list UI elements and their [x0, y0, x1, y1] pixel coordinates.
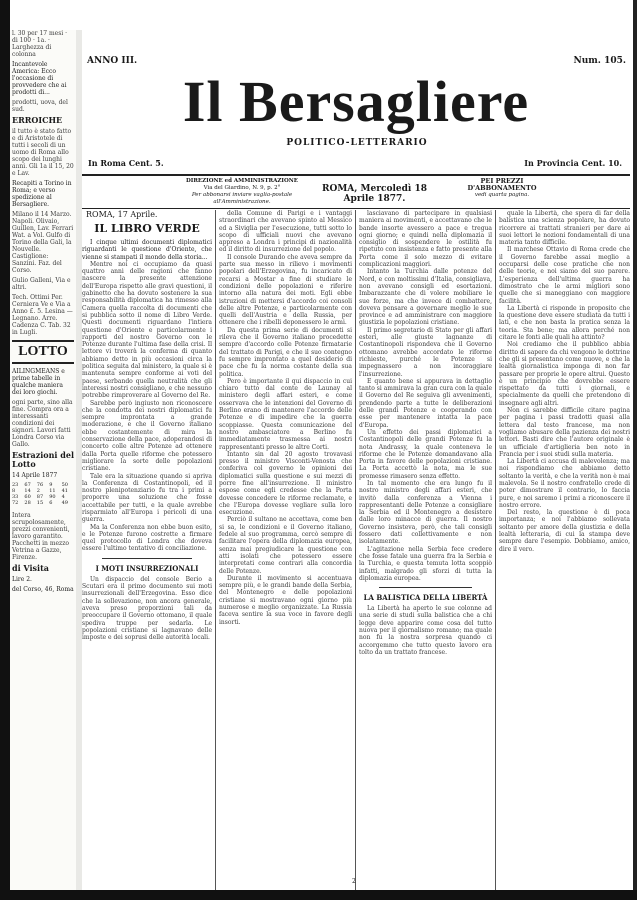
lotto-number: 8: [12, 488, 16, 494]
article-body-text: Il marchese Ottavio di Roma crede che il Governo farebbe assai meglio a occuparsi delle cose pratiche che non delle teorie, e noi siamo del suo parere. L'esperienza dell'ultima guerra ha dimostrato che le armi migliori sono quelle che si maneggiano con maggiore facilità.: [499, 246, 630, 305]
article-body-text: Perciò il sultano ne accettava, come ben si sa, le condizioni e il Governo italiano, fedele al suo programma, cercò sempre di facilitare l'opera della diplomazia europea, senza mai pregiudicare la questione con atti isolati che potessero essere interpretati come contrari alla concordia delle Potenze.: [219, 516, 352, 575]
prev-text-block: Milano il 14 Marzo. Napoli. Olivaio, Guillen, Lav. Ferrari Wat. a Vol. Gulfo di Torino della Gali, la Nouvelle. Castiglione: Sanzini. Faz. del Corso.: [12, 211, 74, 274]
article-body-text: Intanto sin dal 20 agosto trovavasi presso il ministro Visconti-Venosta che conferiva col governo le opinioni dei diplomatici sulla questione e sui mezzi di porre fine all'insurrezione. Il ministro espose come egli credesse che la Porta dovesse concedere le riforme reclamate, e che l'Europa dovesse vegliare sulla loro esecuzione.: [219, 450, 352, 517]
info-bar-rule: [82, 208, 630, 209]
lotto-number: 33: [12, 494, 19, 500]
article-body-text: Da questa prima serie di documenti si rileva che il Governo italiano procedette sempre d'accordo colle Potenze firmatarie del trattato di Parigi, e che il suo contegno fu sempre improntato a quel desiderio di pace che fu la norma costante della sua politica.: [219, 326, 352, 378]
lotto-number: 76: [36, 482, 44, 488]
lotto-number: 49: [61, 500, 68, 506]
previous-page-fragment: [10, 30, 76, 890]
article-body-text: Il console Durando che aveva sempre da parte sua messo in rilievo i movimenti popolari dell'Erzegovina, fu incaricato di recarsi a Mostar a fine di studiare le condizioni delle popolazioni e riferire intorno alla natura dei moti. Egli ebbe istruzioni di mettersi d'accordo coi consoli delle altre Potenze, e particolarmente con quelli dell'Austria e della Russia, per ottenere che i ribelli deponessero le armi.: [219, 253, 352, 327]
article-body-text: Sarebbe però ingiusto non riconoscere che la condotta dei nostri diplomatici fu sempre improntata a grande moderazione, e che il Governo italiano ebbe costantemente di mira la conservazione della pace, adoperandosi di concerto colle altre Potenze ad ottenere dalla Porta quelle riforme che potessero migliorare la sorte delle popolazioni cristiane.: [82, 399, 212, 473]
article-body-libro-verde: I cinque ultimi documenti diplomatici riguardanti le questione d'Oriente, che vienne si stampati il mondo della storia...: [82, 239, 212, 261]
column-divider: [355, 210, 356, 890]
article-title-moti: I MOTI INSURREZIONALI: [95, 563, 199, 573]
article-body-text: Non ci sarebbe difficile citare pagina per pagina i passi tradotti quasi alla lettera dal testo francese, ma non vogliamo abusare della pazienza dei nostri lettori. Basti dire che l'autore originale è un ufficiale d'artiglieria ben noto in Francia per i suoi studi sulla materia.: [499, 407, 630, 458]
masthead-subtitle: POLITICO-LETTERARIO: [286, 138, 428, 148]
lotto-number: 2: [36, 488, 40, 494]
article-separator: [102, 558, 192, 559]
article-body-text: Tale era la situazione quando si apriva la Conferenza di Costantinopoli, ed il nostro plenipotenziario fu tra i primi a proporre una soluzione che fosse accettabile per tutti, e la quale avrebbe risparmiato all'Europa i pericoli di una guerra.: [82, 472, 212, 524]
article-body-text: In tal momento che era lungo fu il nostro ministro degli affari esteri, che invitò dalla conferenza a Vienna i rappresentanti delle Potenze a consigliare la Serbia ed il Montenegro a desistere dalle loro minacce di guerra. Il nostro Governo insisteva, però, che tali consigli fossero dati collettivamente e non isolatamente.: [359, 479, 492, 546]
lotto-number: 50: [61, 482, 68, 488]
issue-number: Num. 105.: [573, 56, 626, 66]
prev-fragment-2: ERROICHE: [12, 115, 63, 125]
lotto-number: 11: [49, 488, 56, 494]
article-body-text: Pero è importante il qui dispaccio in cui chiaro tutto dal conte de Launay al ministero degli affari esteri, e come osservava che le intenzioni del Governo di Berlino erano di mantenere l'accordo delle Potenze e di impedire che la guerra scoppiasse. Questa comunicazione del nostro ambasciatore a Berlino fu immediatamente trasmessa ai nostri rappresentanti presso le altre Corti.: [219, 377, 352, 451]
lotto-heading: LOTTO: [12, 340, 74, 364]
article-body-text: Un dispaccio del console Berio a Scutari era il primo documento sui moti insurrezionali dell'Erzegovina. Esso dice che la sollevazione, non ancora generale, aveva preso proporzioni tali da preoccupare il Governo ottomano, il quale spediva truppe per sedarla. Le popolazioni cristiane si lagnavano delle imposte e dei soprusi delle autorità locali.: [82, 575, 212, 642]
lotto-number: 9: [49, 482, 53, 488]
visit-cards-price: Lire 2.: [12, 576, 32, 583]
prev-text-block: Gulio Galleni, Via e altri.: [12, 277, 71, 291]
article-title-balistica: LA BALISTICA DELLA LIBERTÀ: [363, 593, 488, 603]
newspaper-page: [82, 30, 630, 890]
article-body-text: La Libertà ci risponde in proposito che la questione deve essere studiata da tutti i lati, e che non basta la pratica senza la teoria. Sta bene; ma allora perché non citare le fonti alle quali ha attinto?: [499, 304, 630, 342]
prev-text-block: Intera scrupolosamente, prezzi convenienti, lavoro garantito. Pacchetti in mezzo Vetrina a Gazze, Firenze.: [12, 512, 70, 561]
column-divider: [495, 210, 496, 890]
scan-border-right: [633, 0, 637, 900]
lotto-number: 90: [49, 494, 56, 500]
column-4: [499, 210, 630, 890]
article-body-text: lasciavano di partecipare in qualsiasi maniera ai movimenti, e accettavano che le bande insorte avessero a pace e tregua ogni giorno; e quindi nella diplomazia il consiglio di sospendere le ostilità fu ripetuto con insistenza e fatto presente alla Porta come il solo mezzo di evitare complicazioni maggiori.: [359, 210, 492, 269]
lotto-number: 87: [36, 494, 44, 500]
column-divider: [215, 210, 216, 890]
administration-note: Per abbonarsi inviare vaglia-postale all'Amministrazione.: [191, 192, 293, 205]
scan-border-left: [0, 0, 10, 900]
article-body-text: La Libertà ci accusa di malevolenza; ma noi rispondiamo che abbiamo detto soltanto la verità, e che la verità non è mai malevola. Se il nostro confratello crede di poter dimostrare il contrario, lo faccia pure, e noi saremo i primi a riconoscere il nostro errore.: [499, 458, 630, 509]
masthead-title: Il Bersagliere: [182, 69, 530, 134]
price-province: In Provincia Cent. 10.: [524, 158, 622, 168]
prev-fragment-1: Incantevole America: Ecco l'occasione di provvedere che ai prodotti di...: [12, 61, 67, 96]
price-rome: In Roma Cent. 5.: [88, 158, 164, 168]
page-number: 2: [352, 878, 356, 885]
article-body-text: quale la Libertà, che spera di far della balistica una scienza popolare, ha dovuto ricorrere ai trattati stranieri per dare ai suoi lettori le nozioni fondamentali di una materia tanto difficile.: [499, 210, 630, 247]
prev-text-block: il tutto è stato fatto e di Aristotele di tutti i secoli di un uomo di Roma allo scopo dei lunghi anni. Gli 1a il 15, 20 e Lav.: [12, 128, 74, 177]
article-body-text: della Comune di Parigi e i vantaggi straordinari che avevano spinto al Messico ed a Siviglia per l'esecuzione, tutti sotto lo scopo di ufficiali nuovi che avevano appreso a Londra i principi di nazionalità ed il diritto di insurrezione del popolo.: [219, 210, 352, 254]
lotto-text: AILINGMEANS e prime tabelle in qualche maniera dei loro giochi.: [12, 368, 65, 396]
scan-border-bottom: [0, 890, 637, 900]
lotto-number: 14: [24, 488, 31, 494]
article-body-text: L'agitazione nella Serbia fece credere che fosse fatale una guerra fra la Serbia e la Turchia, e questa temuta lotta scoppiò infatti, malgrado gli sforzi di tutta la diplomazia europea.: [359, 545, 492, 582]
column-3: [359, 210, 492, 890]
prev-fragment-3: Recapiti a Torino in Roma; e verso spedizione al Bersagliere.: [12, 180, 72, 208]
column-dateline: ROMA, 17 Aprile.: [86, 210, 158, 219]
article-body-text: E quanto bene si appurava in dettaglio tanto si ammirava la gran cura con la quale il Governo del Re seguiva gli avvenimenti, prendendo parte a tutte le deliberazioni delle grandi Potenze e cooperando con esse per mantenere intatta la pace d'Europa.: [359, 377, 492, 429]
lotto-number: 41: [61, 488, 68, 494]
article-title-libro-verde: IL LIBRO VERDE: [94, 222, 200, 235]
article-body-text: La Libertà ha aperto le sue colonne ad una serie di studi sulla balistica che a chi legge deve apparire come cosa del tutto nuova per il giornalismo romano; ma quale non fu la nostra sorpresa quando ci accorgemmo che tutto questo lavoro era tolto da un trattato francese.: [359, 605, 492, 656]
lotto-number: 67: [24, 482, 31, 488]
lotto-number: 6: [49, 500, 53, 506]
subscription-info: [447, 178, 557, 199]
info-bar: [82, 178, 630, 208]
issue-dateline: ROMA, Mercoledì 18 Aprile 1877.: [322, 184, 427, 204]
article-columns: [82, 210, 630, 890]
lotto-number: 4: [61, 494, 65, 500]
article-separator: [379, 587, 472, 588]
lotto-number: 23: [12, 482, 19, 488]
lotto-number: 15: [36, 500, 44, 506]
prev-text-block: l. 30 per 17 mesi · di 100 · 1a. · Larghezza di colonna: [12, 30, 68, 58]
article-body-text: Un effetto dei passi diplomatici a Costantinopoli delle grandi Potenze fu la nota Andrassy, la quale conteneva le riforme che le Potenze domandavano alla Porta in favore delle popolazioni cristiane. La Porta accettò la nota, ma le sue promesse rimasero senza effetto.: [359, 428, 492, 480]
article-body-text: Noi crediamo che il pubblico abbia diritto di sapere da chi vengono le dottrine che gli si presentano come nuove, e che la lealtà giornalistica imponga di non far passare per proprie le opere altrui. Questo è un principio che dovrebbe essere rispettato da tutti i giornali, e specialmente da quelli che pretendono di insegnare agli altri.: [499, 341, 630, 407]
prev-text-block: prodotti, uova, del sud.: [12, 99, 68, 113]
administration-address: Via del Giardino, N. 9, p. 2°: [203, 185, 281, 191]
lotto-extraction-date: 14 Aprile 1877: [12, 472, 58, 479]
issue-year: ANNO III.: [87, 56, 138, 66]
article-body-text: Durante il movimento si accentuava sempre più, e le grandi bande della Serbia, del Montenegro e delle popolazioni cristiane si mostravano ogni giorno più numerose e meglio organizzate. La Russia faceva sentire la sua voce in favore degli insorti.: [219, 574, 352, 626]
lotto-numbers-table: [12, 482, 74, 506]
column-1: [82, 210, 212, 890]
lotto-number: 28: [24, 500, 31, 506]
header-rule: [82, 174, 630, 176]
article-body-text: Del resto, la questione è di poca importanza; e noi l'abbiamo sollevata soltanto per amore della giustizia e della lealtà letteraria, di cui la stampa deve sempre dare l'esempio. Dobbiamo, amico, dire il vero.: [499, 509, 630, 553]
subscription-title: PEI PREZZI D'ABBONAMENTO: [467, 177, 537, 192]
lotto-number: 72: [12, 500, 19, 506]
article-body-text: Mentre noi ci occupiamo da quasi quattro anni delle ragioni che fanno nascere la presente attenzione dell'Europa rispetto alle gravi questioni, il gabinetto che ha dovuto sostenere la sua responsabilità diplomatica ha rimesso alla Camera quella raccolta di documenti che si pubblica sotto il nome di Libro Verde. Questi documenti riguardano l'intiera questione d'Oriente e particolarmente i rapporti del nostro Governo con le Potenze durante l'ultima fase della crisi. Il lettore vi troverà la conferma di quanto abbiamo detto in più occasioni circa la politica seguita dal ministero, la quale si è mantenuta sempre conforme ai voti del paese, serbando quella neutralità che gli interessi nostri consigliano, e che nessuno potrebbe rimproverare al Governo del Re.: [82, 260, 212, 400]
prev-text-block: Tech. Ottimi Per. Cerniera Ve e Via a Anno £. 5. Lesina — Legnano. Arre. Cadenza C. Tab. 32 in Lugli.: [12, 294, 73, 336]
administration-info: [182, 178, 302, 206]
visit-cards-title: di Visita: [12, 563, 49, 573]
lotto-number: 60: [24, 494, 31, 500]
article-body-text: Ma la Conferenza non ebbe buon esito, e le Potenze furono costrette a firmare quel protocollo di Londra che doveva essere l'ultimo tentativo di conciliazione.: [82, 523, 212, 553]
article-body-text: Il primo segretario di Stato per gli affari esteri, alle giuste lagnanze di Costantinopoli rispondeva che il Governo ottomano avrebbe accordato le riforme richieste, purché le Potenze si impegnassero a non incoraggiare l'insurrezione.: [359, 326, 492, 378]
prev-text-block: ogni parte, sino alla fine. Compra ora a interessanti condizioni dei signori. Lavori fatti Londra Corso via Gallo.: [12, 399, 73, 448]
visit-cards-address: del Corso, 46, Roma: [12, 586, 74, 593]
subscription-note: vedi quarta pagina.: [474, 192, 530, 198]
article-body-text: Intanto la Turchia dalle potenze del Nord, e con moltissimi d'Italia, consigliava, non avevano consigli ed esortazioni. Imbarazzante che di volere mobiliare le sue forze, ma che invece di combattere, doveva pensare a governare meglio le sue province e ad amministrare con maggiore giustizia le popolazioni cristiane.: [359, 268, 492, 327]
lotto-extraction-title: Estrazioni del Lotto: [12, 450, 74, 469]
administration-title: DIREZIONE ed AMMINISTRAZIONE: [186, 178, 298, 184]
column-2: [219, 210, 352, 890]
